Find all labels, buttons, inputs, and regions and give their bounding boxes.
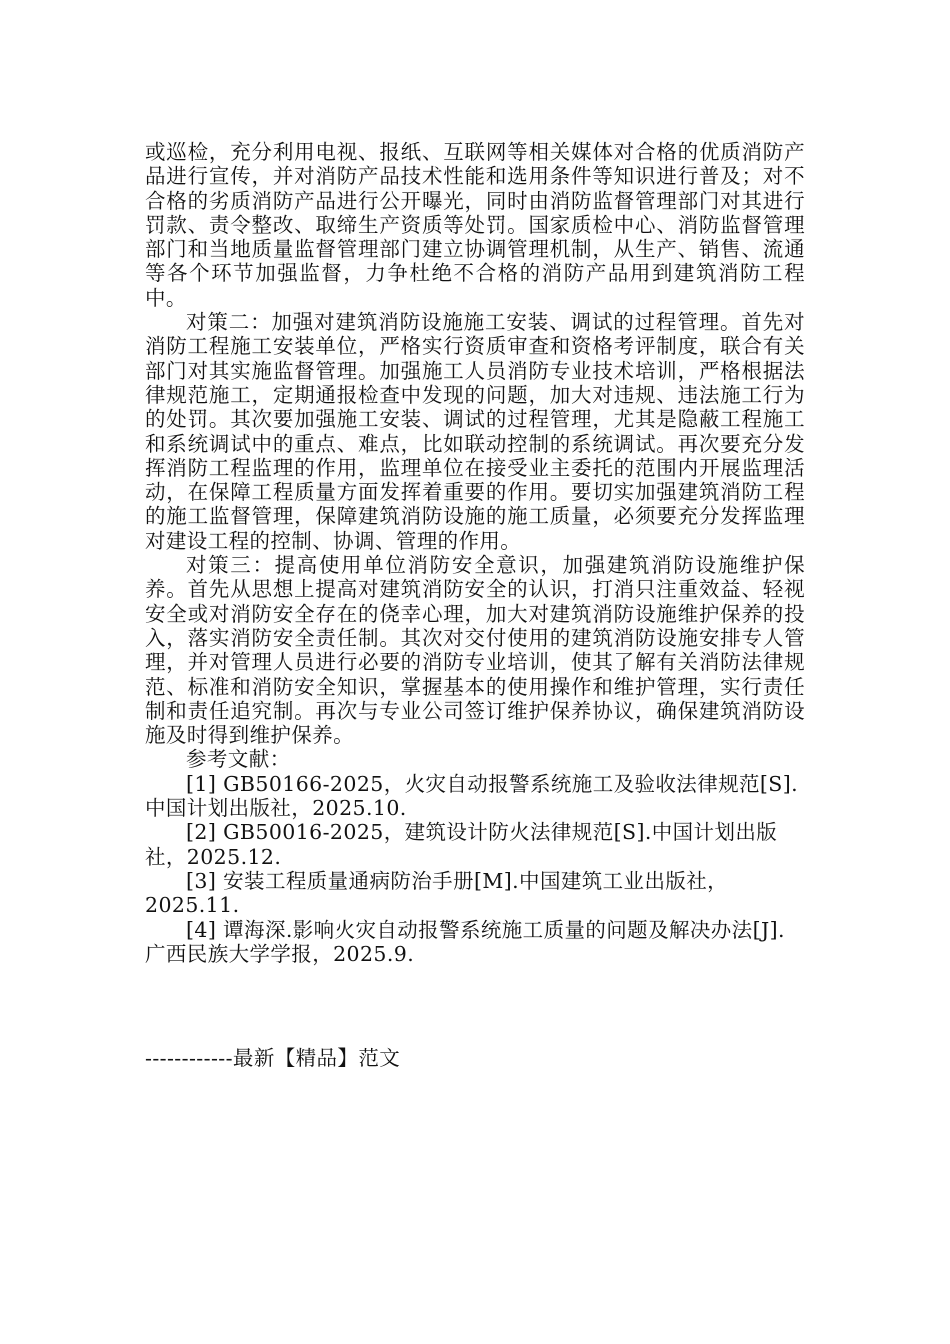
document-body <box>145 140 805 966</box>
reference-item-1: [1] GB50166-2025，火灾自动报警系统施工及验收法律规范[S].中国计划出版社，2025.10. <box>145 771 799 821</box>
page-footer: ------------最新【精品】范文 <box>145 1046 401 1070</box>
references-heading: 参考文献： <box>186 747 291 772</box>
body-paragraph-continuation: 或巡检，充分利用电视、报纸、互联网等相关媒体对合格的优质消防产品进行宣传，并对消防产品技术性能和选用条件等知识进行普及；对不合格的劣质消防产品进行公开曝光，同时由消防监督管理部门对其进行罚款、责令整改、取缔生产资质等处罚。国家质检中心、消防监督管理部门和当地质量监督管理部门建立协调管理机制，从生产、销售、流通等各个环节加强监督，力争杜绝不合格的消防产品用到建筑消防工程中。 <box>145 140 805 310</box>
body-paragraph-strategy-three: 对策三：提高使用单位消防安全意识，加强建筑消防设施维护保养。首先从思想上提高对建筑消防安全的认识，打消只注重效益、轻视安全或对消防安全存在的侥幸心理，加大对建筑消防设施维护保养的投入，落实消防安全责任制。其次对交付使用的建筑消防设施安排专人管理，并对管理人员进行必要的消防专业培训，使其了解有关消防法律规范、标准和消防安全知识，掌握基本的使用操作和维护管理，实行责任制和责任追究制。再次与专业公司签订维护保养协议，确保建筑消防设施及时得到维护保养。 <box>145 553 805 748</box>
reference-item-4: [4] 谭海深.影响火灾自动报警系统施工质量的问题及解决办法[J].广西民族大学学报，2025.9. <box>145 917 785 966</box>
body-paragraph-strategy-two: 对策二：加强对建筑消防设施施工安装、调试的过程管理。首先对消防工程施工安装单位，严格实行资质审查和资格考评制度，联合有关部门对其实施监督管理。加强施工人员消防专业技术培训，严格根据法律规范施工，定期通报检查中发现的问题，加大对违规、违法施工行为的处罚。其次要加强施工安装、调试的过程管理，尤其是隐蔽工程施工和系统调试中的重点、难点，比如联动控制的系统调试。再次要充分发挥消防工程监理的作用，监理单位在接受业主委托的范围内开展监理活动，在保障工程质量方面发挥着重要的作用。要切实加强建筑消防工程的施工监督管理，保障建筑消防设施的施工质量，必须要充分发挥监理对建设工程的控制、协调、管理的作用。 <box>145 310 805 553</box>
reference-item-3: [3] 安装工程质量通病防治手册[M].中国建筑工业出版社，2025.11. <box>145 868 729 918</box>
reference-item-2: [2] GB50016-2025，建筑设计防火法律规范[S].中国计划出版社，2025.12. <box>145 820 778 869</box>
